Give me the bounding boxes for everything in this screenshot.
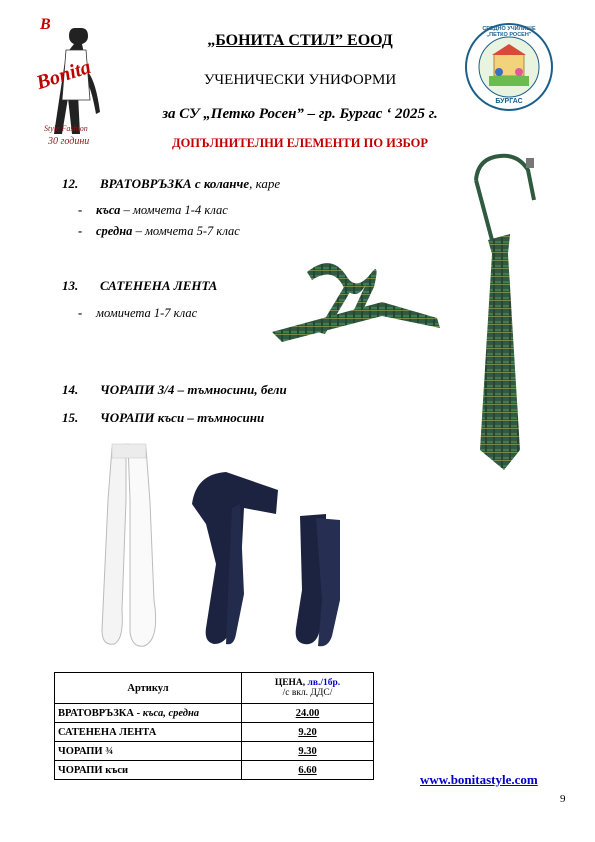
item-15 bbox=[62, 410, 264, 426]
price-cell: 9.30 bbox=[242, 742, 374, 761]
school-logo bbox=[464, 22, 554, 112]
item-number: 13. bbox=[62, 278, 79, 293]
navy-short-socks-image bbox=[286, 510, 354, 650]
navy-knee-socks-image bbox=[186, 464, 286, 649]
table-row bbox=[55, 723, 374, 742]
article-cell: САТЕНЕНА ЛЕНТА bbox=[55, 723, 242, 742]
item-name: ВРАТОВРЪЗКА с коланче bbox=[100, 176, 250, 191]
column-header-price bbox=[242, 673, 374, 704]
price-header-unit: лв./1бр. bbox=[307, 678, 341, 688]
item-name: САТЕНЕНА ЛЕНТА bbox=[100, 278, 218, 293]
page-subtitle: УЧЕНИЧЕСКИ УНИФОРМИ bbox=[203, 72, 397, 88]
bullet-dash: - bbox=[78, 203, 83, 217]
article-cell: ЧОРАПИ къси bbox=[55, 761, 242, 780]
school-line: за СУ „Петко Росен” – гр. Бургас ‘ 2025 г. bbox=[162, 106, 438, 122]
company-name: „БОНИТА СТИЛ” ЕООД bbox=[207, 32, 393, 49]
sub-rest: – момчета 5-7 клас bbox=[132, 224, 240, 238]
item-number: 12. bbox=[62, 176, 79, 191]
item-name: ЧОРАПИ къси – тъмносини bbox=[100, 410, 265, 425]
logo-brand: Bonita bbox=[33, 55, 94, 95]
price-cell: 24.00 bbox=[242, 704, 374, 723]
satin-ribbon-image bbox=[262, 232, 444, 342]
item-13-sub-1 bbox=[78, 306, 197, 321]
table-row bbox=[55, 761, 374, 780]
page-number: 9 bbox=[560, 793, 566, 805]
plaid-tie-image bbox=[458, 150, 558, 485]
bullet-dash: - bbox=[78, 306, 83, 320]
table-row bbox=[55, 704, 374, 723]
item-number: 14. bbox=[62, 382, 79, 397]
item-14 bbox=[62, 382, 287, 398]
school-logo-top-text: СРЕДНО УЧИЛИЩЕ „ПЕТКО РОСЕН” bbox=[482, 26, 536, 38]
item-number: 15. bbox=[62, 410, 79, 425]
article-detail: къса, средна bbox=[142, 707, 200, 719]
article-cell: ВРАТОВРЪЗКА - къса, средна bbox=[55, 704, 242, 723]
logo-tagline: Style Fashion bbox=[44, 124, 88, 133]
price-header-vat: /с вкл. ДДС/ bbox=[282, 688, 333, 698]
extras-title: ДОПЪЛНИТЕЛНИ ЕЛЕМЕНТИ ПО ИЗБОР bbox=[171, 136, 429, 150]
table-row bbox=[55, 742, 374, 761]
item-12-sub-2 bbox=[78, 224, 240, 239]
table-header-row bbox=[55, 673, 374, 704]
sub-bold: къса bbox=[96, 203, 121, 217]
sub-rest: момичета 1-7 клас bbox=[96, 306, 198, 320]
sub-rest: – момчета 1-4 клас bbox=[120, 203, 228, 217]
price-cell: 6.60 bbox=[242, 761, 374, 780]
bonita-logo bbox=[30, 10, 120, 150]
price-cell: 9.20 bbox=[242, 723, 374, 742]
logo-letter: B bbox=[40, 16, 51, 33]
item-13 bbox=[62, 278, 217, 294]
article-cell: ЧОРАПИ ¾ bbox=[55, 742, 242, 761]
item-12-sub-1 bbox=[78, 203, 228, 218]
item-12 bbox=[62, 176, 280, 192]
bullet-dash: - bbox=[78, 224, 83, 238]
website-link[interactable]: www.bonitastyle.com bbox=[420, 772, 538, 787]
price-header-label: ЦЕНА, bbox=[274, 678, 308, 688]
logo-years: 30 години bbox=[48, 136, 90, 147]
price-table bbox=[54, 672, 374, 780]
item-name: ЧОРАПИ 3/4 – тъмносини, бели bbox=[100, 382, 287, 397]
school-logo-bottom-text: БУРГАС bbox=[495, 98, 523, 105]
column-header-article: Артикул bbox=[55, 673, 242, 704]
sub-bold: средна bbox=[96, 224, 133, 238]
item-suffix: , каре bbox=[249, 176, 281, 191]
white-socks-image bbox=[94, 440, 172, 655]
